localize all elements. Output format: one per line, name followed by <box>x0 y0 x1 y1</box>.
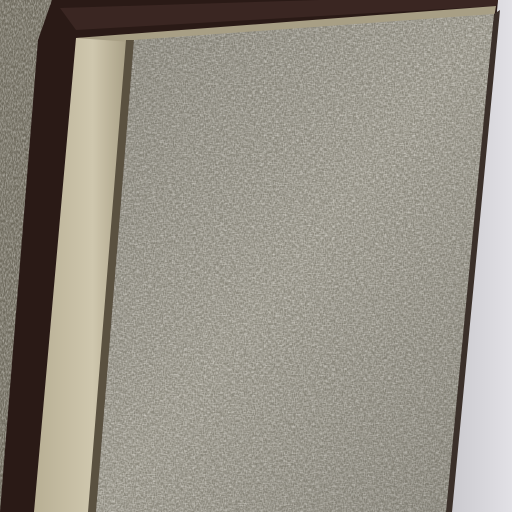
fabric-panel <box>96 14 494 512</box>
